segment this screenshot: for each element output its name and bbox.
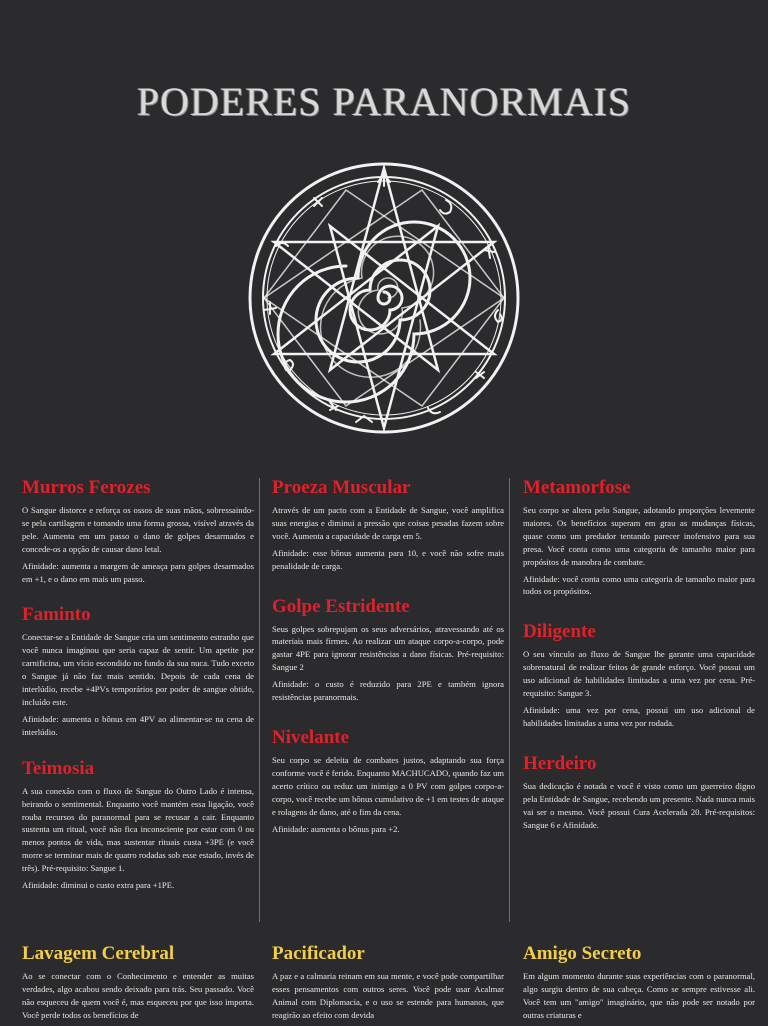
power-teimosia [22, 757, 254, 892]
power-description: Através de um pacto com a Entidade de Sangue, você amplifica suas energias e diminui a pressão que coisas pesadas fazem sobre você. Aumenta a capacidade de carga em 5. [272, 505, 504, 541]
power-title: Pacificador [272, 943, 365, 964]
power-description: Seus golpes sobrepujam os seus adversários, atravessando até os materiais mais firmes. Ao realizar um ataque corpo-a-corpo, pode gastar 4PE para ignorar resistências a dano físicas. Pré-requisito: Sangue 2 [272, 623, 504, 673]
power-title: Proeza Muscular [272, 477, 411, 498]
power-affinity: Afinidade: aumenta o bônus em 4PV ao alimentar-se na cena de interlúdio. [22, 713, 254, 737]
power-golpe-estridente [272, 595, 504, 704]
power-description: Em algum momento durante suas experiências com o paranormal, algo surgiu dentro de sua cabeça. Como se sempre estivesse ali. Você tem um "amigo" imaginário, que não pode ser notado por outras criaturas e [523, 971, 755, 1020]
power-column-2 [272, 476, 504, 835]
power-diligente [523, 620, 755, 729]
power-affinity: Afinidade: você conta como uma categoria de tamanho maior para todos os propósitos. [523, 573, 755, 597]
power-title: Golpe Estridente [272, 595, 410, 617]
power-nivelante [272, 726, 504, 835]
power-description: Sua dedicação é notada e você é visto como um guerreiro digno pela Entidade de Sangue, recebendo um presente. Nada nunca mais vai ser o mesmo. Você possui Cura Acelerada 20. Pré-requisitos: Sangue 6 e Afinidade. [523, 780, 755, 830]
power-description: Ao se conectar com o Conhecimento e entender as muitas verdades, algo acabou sendo deixado para trás. Seu passado. Você não esqueceu de quem você é, mas esqueceu por que isso importa. Você perde todos os benefícios de [22, 971, 254, 1020]
power-affinity: Afinidade: diminui o custo extra para +1PE. [22, 880, 175, 891]
blood-sigil-icon [246, 160, 522, 440]
power-description: Seu corpo se deleita de combates justos, adaptando sua força conforme você é ferido. Enquanto MACHUCADO, quando faz um acerto crítico ou reduz um inimigo a 0 PV com golpes corpo-a-corpo, você recebe um bônus cumulativo de +1 em testes de ataque e rolagens de dano, até o fim da cena. [272, 754, 504, 817]
power-affinity: Afinidade: aumenta o bônus para +2. [272, 823, 400, 834]
power-metamorfose [523, 476, 755, 598]
power-affinity: Afinidade: aumenta a margem de ameaça para golpes desarmados em +1, e o dano em mais um passo. [22, 560, 254, 584]
power-title: Metamorfose [523, 477, 631, 498]
power-affinity: Afinidade: o custo é reduzido para 2PE e também ignora resistências paranormais. [272, 679, 504, 703]
column-divider [259, 478, 260, 922]
power-description: A sua conexão com o fluxo de Sangue do Outro Lado é intensa, beirando o sentimental. Enquanto você mantém essa ligação, você rouba recursos do paranormal para se recusar a cair. Enquanto sustenta um ritual, você não fica inconsciente por estar com 0 ou menos pontos de vida, mas sustentar rituais custa +3PE (e você morre se terminar mais de quatro rodadas sob esse estado, invés de três). Pré-requisito: Sangue 1. [22, 785, 254, 874]
power-column-1 [22, 476, 254, 892]
power-title: Nivelante [272, 726, 350, 748]
power-title: Herdeiro [523, 752, 597, 774]
power-title: Amigo Secreto [523, 943, 642, 964]
power-column-3 [523, 476, 755, 835]
power-title: Diligente [523, 621, 596, 643]
power-amigo-secreto [523, 942, 755, 1026]
power-title: Murros Ferozes [22, 477, 151, 498]
power-affinity: Afinidade: esse bônus aumenta para 10, e você não sofre mais penalidade de carga. [272, 547, 504, 571]
column-divider [509, 478, 510, 922]
power-description: Seu corpo se altera pelo Sangue, adotando proporções levemente maiores. Os benefícios superam em grau as mudanças físicas, quase como um predador tentando parecer inofensivo para sua presa. Você conta como uma categoria de tamanho maior para propósitos de manobra de combate. [523, 505, 755, 567]
page-title: PODERES PARANORMAIS [136, 79, 632, 124]
power-proeza-muscular [272, 476, 504, 573]
power-description: Conectar-se a Entidade de Sangue cria um sentimento estranho que você nunca imaginou que seria capaz de sentir. Um apetite por carnificina, um vício escondido no fundo da sua nuca. Tudo exceto o Sangue já não faz mais sentido. Depois de cada cena de interlúdio, recebe +4PVs temporários por poder de sangue obtido, incluído este. [22, 632, 254, 707]
power-faminto [22, 603, 254, 738]
power-lavagem-cerebral [22, 942, 254, 1026]
power-description: O seu vínculo ao fluxo de Sangue lhe garante uma capacidade sobrenatural de realizar feitos de grande esforço. Você possui um uso adicional de habilidades limitadas a uma vez por cena. Pré-requisito: Sangue 3. [523, 649, 755, 699]
power-title: Faminto [22, 604, 91, 626]
power-herdeiro [523, 752, 755, 832]
power-description: O Sangue distorce e reforça os ossos de suas mãos, sobressaindo-se pela cartilagem e tomando uma forma grossa, visível através da pele. Aumenta em um passo o dano de golpes desarmados e concede-os a opção de causar dano letal. [22, 505, 254, 554]
power-pacificador [272, 942, 504, 1026]
power-murros-ferozes [22, 476, 254, 585]
power-description: A paz e a calmaria reinam em sua mente, e você pode compartilhar esses pensamentos com outros seres. Você pode usar Acalmar Animal com Diplomacia, e o uso se estende para humanos, que reagirão ao efeito com devida [272, 971, 504, 1020]
power-title: Lavagem Cerebral [22, 943, 175, 964]
power-affinity: Afinidade: uma vez por cena, possui um uso adicional de habilidades limitadas a uma vez por rodada. [523, 704, 755, 728]
power-title: Teimosia [22, 757, 95, 779]
